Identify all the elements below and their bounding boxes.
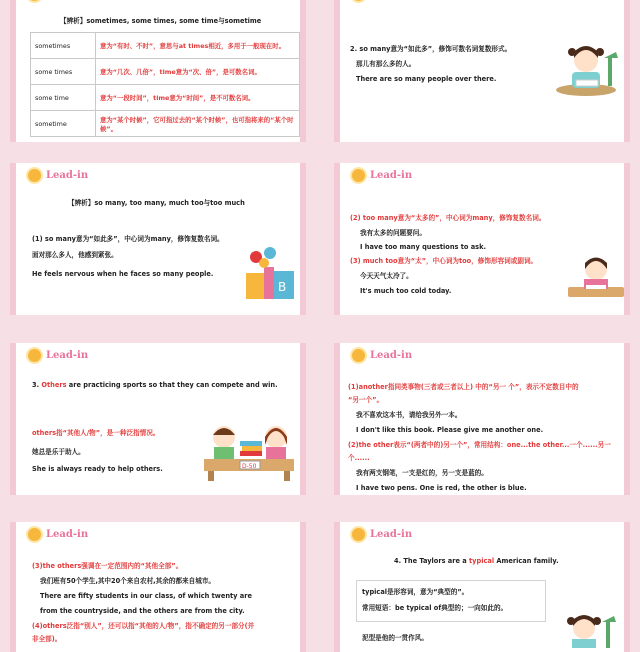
slide4-line3: I have too many questions to ask. <box>360 243 486 251</box>
slide8-line2: typical是形容词，意为“典型的”。 <box>362 588 469 596</box>
lead-in-title: Lead-in <box>352 169 412 182</box>
sun-icon <box>28 528 41 541</box>
slide7-line6: 非全部)。 <box>32 635 62 643</box>
slide-8 <box>334 522 630 652</box>
slide4-line2: 我有太多的问题要问。 <box>360 229 426 237</box>
meaning-cell: 意为“一段时间”，time意为“时间”，是不可数名词。 <box>96 85 300 111</box>
sun-icon <box>352 528 365 541</box>
slide4-line6: It's much too cold today. <box>360 287 452 295</box>
term-cell: sometime <box>31 111 96 137</box>
slide-4 <box>334 163 630 315</box>
sun-icon <box>352 169 365 182</box>
slide6-line5: (2)the other表示“(两者中的)另一个”，常用结构：one...the other...一个......另一 <box>348 441 611 449</box>
slide5-line3: 她总是乐于助人。 <box>32 448 85 456</box>
lead-in-title: Lead-in <box>28 169 88 182</box>
meaning-cell: 意为“有时、不时”，意思与at times相近，多用于一般现在时。 <box>96 33 300 59</box>
slide4-line4: (3) much too意为“太”，中心词为too，修饰形容词或副词。 <box>350 257 538 265</box>
girl-reading-illustration <box>554 38 624 98</box>
lead-in-title: Lead-in <box>352 349 412 362</box>
sun-icon <box>28 349 41 362</box>
girl-reading-illustration <box>562 612 622 648</box>
lead-in-title: Lead-in <box>28 528 88 541</box>
slide2-line1: 2. so many意为“如此多”，修饰可数名词复数形式。 <box>350 45 512 53</box>
sun-icon <box>28 0 41 1</box>
book-label: D-50 <box>242 463 257 470</box>
slide-3 <box>10 163 306 315</box>
meaning-cell: 意为“几次、几倍”，time意为“次、倍”，是可数名词。 <box>96 59 300 85</box>
note-box <box>356 580 546 622</box>
lead-in-title: Lead-in <box>352 528 412 541</box>
slide6-line1: (1)another指同类事物(三者或三者以上) 中的“另一 个”，表示不定数目中的 <box>348 383 579 391</box>
slide8-line1: 4. The Taylors are a typical American family. <box>394 557 559 565</box>
slide7-line2: 我们班有50个学生,其中20个来自农村,其余的都来自城市。 <box>40 577 216 585</box>
slide5-line1: 3. Others are practicing sports so that they can compete and win. <box>32 381 278 389</box>
slide-1 <box>10 0 306 142</box>
slide7-line5: (4)others泛指“别人”，还可以指“其他的人/物”，指不确定的另一部分(并 <box>32 622 255 630</box>
usage-table <box>30 32 300 137</box>
slide-2 <box>334 0 630 142</box>
lead-in-title: Lead-in <box>28 349 88 362</box>
slide7-line3: There are fifty students in our class, of which twenty are <box>40 592 252 600</box>
sun-icon <box>28 169 41 182</box>
term-cell: some times <box>31 59 96 85</box>
slide-5 <box>10 343 306 495</box>
slide2-line2: 那儿有那么多的人。 <box>356 60 416 68</box>
slide3-line2: 面对那么多人，他感到紧张。 <box>32 251 118 259</box>
slide8-line4: 泥型是他的一贯作风。 <box>362 634 428 642</box>
slide3-header: 【辨析】so many, too many, much too与too much <box>68 199 245 207</box>
slide6-line7: 我有两支钢笔，一支是红的，另一支是蓝的。 <box>356 469 488 477</box>
slide6-line4: I don't like this book. Please give me another one. <box>356 426 544 434</box>
slide3-line3: He feels nervous when he faces so many people. <box>32 270 214 278</box>
slide5-line2: others指“其他人/物”，是一种泛指情况。 <box>32 429 160 437</box>
slide6-line2: “另一个”。 <box>348 396 384 404</box>
slide-7 <box>10 522 306 652</box>
table-row <box>31 85 300 111</box>
slide-6 <box>334 343 630 495</box>
highlight-word: Others <box>41 381 67 389</box>
slide4-line5: 今天天气太冷了。 <box>360 272 413 280</box>
slide6-line3: 我不喜欢这本书，请给我另外一本。 <box>356 411 462 419</box>
lead-in-title <box>352 0 412 1</box>
slide1-header: 【辨析】sometimes, some times, some time与sometime <box>60 17 262 25</box>
kids-studying-illustration <box>200 419 298 483</box>
slide7-line1: (3)the others强调在一定范围内的“其他全部”。 <box>32 562 183 570</box>
table-row <box>31 59 300 85</box>
table-row <box>31 33 300 59</box>
slide4-line1: (2) too many意为“太多的”，中心词为many，修饰复数名词。 <box>350 214 546 222</box>
slide2-line3: There are so many people over there. <box>356 75 497 83</box>
slide7-line4: from the countryside, and the others are from the city. <box>40 607 245 615</box>
slide3-line1: (1) so many意为“如此多”，中心词为many，修饰复数名词。 <box>32 235 224 243</box>
sun-icon <box>352 0 365 1</box>
girl-writing-illustration <box>566 253 626 303</box>
slide5-line4: She is always ready to help others. <box>32 465 163 473</box>
sun-icon <box>352 349 365 362</box>
meaning-cell: 意为“某个时候”，它可指过去的“某个时候”，也可指将来的“某个时候”。 <box>96 111 300 137</box>
slide6-line6: 个...... <box>348 454 370 462</box>
term-cell: some time <box>31 85 96 111</box>
books-blocks-illustration <box>244 245 298 301</box>
slide6-line8: I have two pens. One is red, the other is blue. <box>356 484 527 492</box>
svg-text:B: B <box>278 280 287 294</box>
table-row <box>31 111 300 137</box>
highlight-word: typical <box>469 557 495 565</box>
slide8-line3: 常用短语：be typical of典型的；一向如此的。 <box>362 604 508 612</box>
term-cell: sometimes <box>31 33 96 59</box>
lead-in-title <box>28 0 88 1</box>
